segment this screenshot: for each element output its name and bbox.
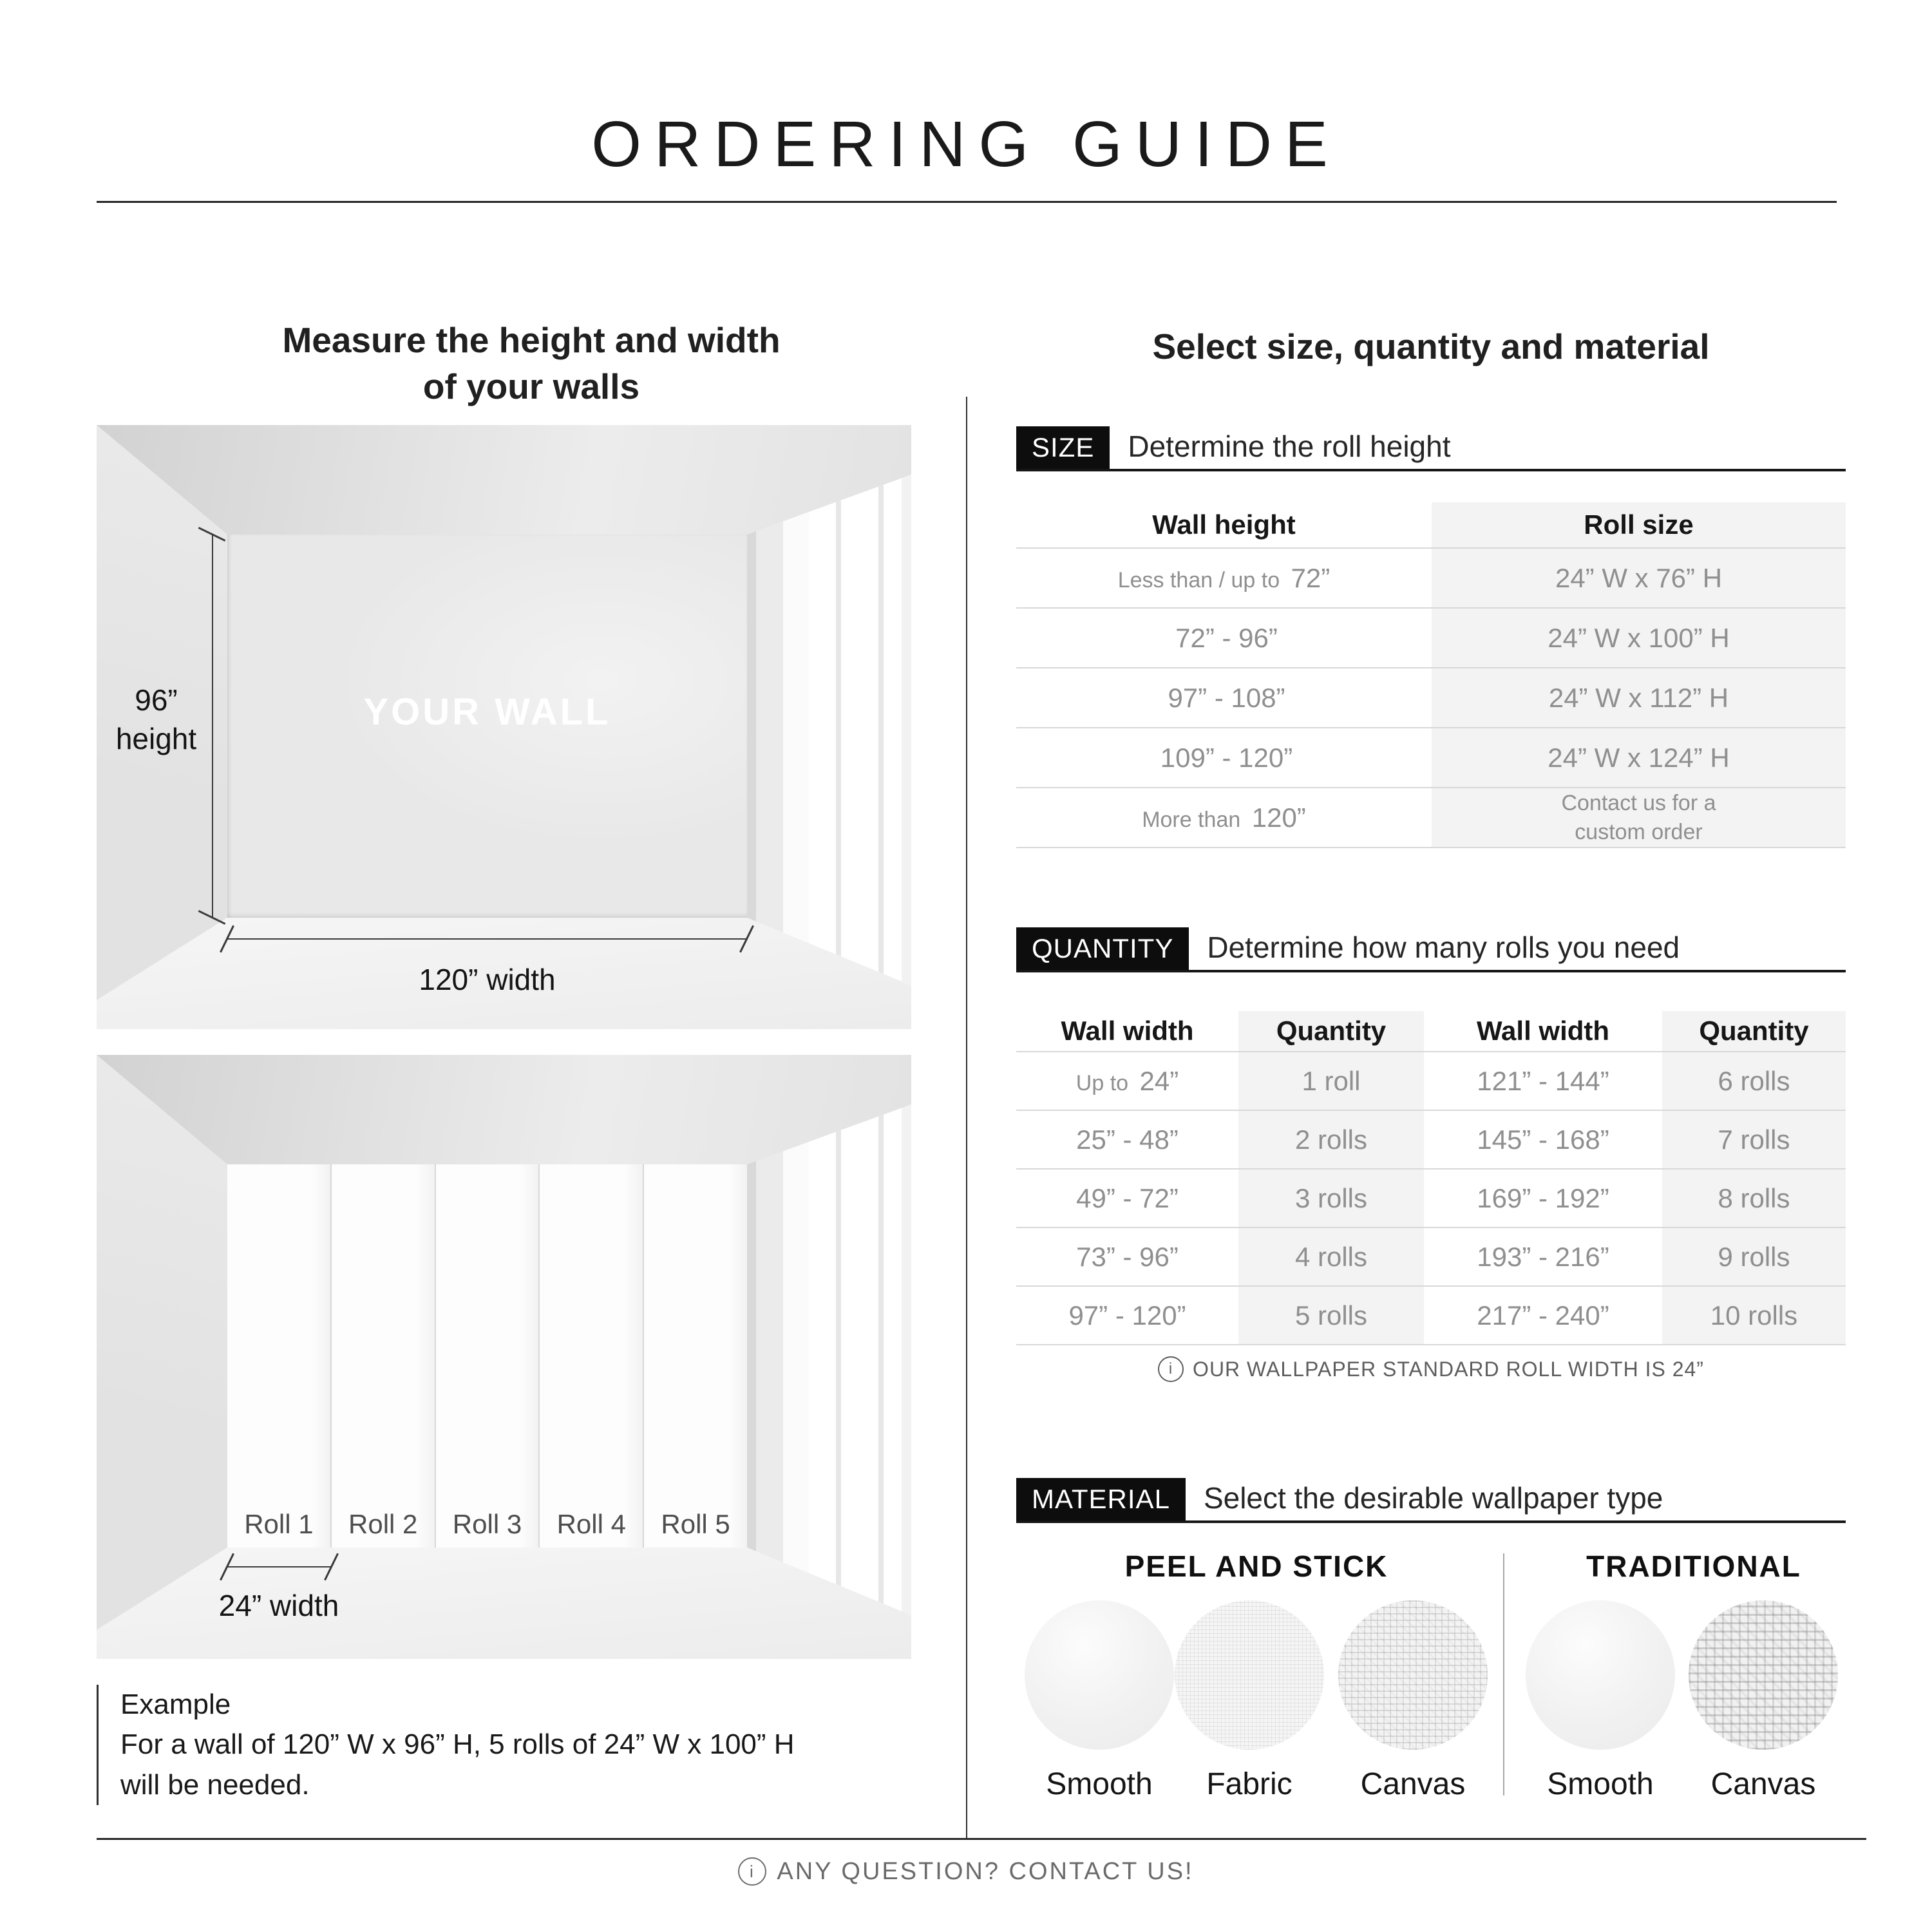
table-cell-wall-height: 109” - 120” — [1016, 728, 1432, 788]
swatch-label: Fabric — [1206, 1767, 1293, 1801]
your-wall-label: YOUR WALL — [363, 691, 611, 733]
table-cell-wall-width: 121” - 144” — [1424, 1052, 1662, 1111]
wallpaper-roll-panels — [227, 1164, 747, 1548]
note-text: OUR WALLPAPER STANDARD ROLL WIDTH IS 24” — [1193, 1357, 1704, 1381]
page-title: ORDERING GUIDE — [591, 108, 1341, 180]
quantity-col-header: Wall width — [1424, 1011, 1662, 1052]
wall-width-label: 120” width — [419, 963, 556, 996]
heading-line: Measure the height and width — [282, 319, 781, 360]
table-cell-quantity: 3 rolls — [1238, 1170, 1424, 1228]
swatch-label: Canvas — [1360, 1767, 1466, 1801]
roll-panel — [330, 1164, 435, 1548]
example-text-line: will be needed. — [120, 1768, 310, 1801]
quantity-section-header — [1016, 920, 1846, 972]
quantity-col-header: Quantity — [1238, 1011, 1424, 1052]
table-cell-wall-height: 72” - 96” — [1016, 609, 1432, 668]
table-cell-roll-size: 24” W x 100” H — [1432, 609, 1846, 668]
table-cell-quantity: 2 rolls — [1238, 1111, 1424, 1170]
roll-panel-label: Roll 3 — [452, 1509, 522, 1539]
material-group-divider — [1503, 1553, 1504, 1795]
table-cell-wall-width: 73” - 96” — [1016, 1228, 1238, 1287]
size-section-header — [1016, 419, 1846, 471]
fabric-texture-icon — [1175, 1600, 1324, 1750]
wall-height-label: 96” height — [115, 683, 197, 755]
footer — [0, 1857, 1932, 1886]
table-cell-roll-size: 24” W x 76” H — [1432, 549, 1846, 609]
roll-width-dimension-line — [227, 1566, 332, 1567]
table-cell-quantity: 10 rolls — [1662, 1287, 1846, 1345]
traditional-group-title: TRADITIONAL — [1586, 1549, 1801, 1583]
material-subtitle: Select the desirable wallpaper type — [1203, 1481, 1663, 1515]
swatch-label: Smooth — [1046, 1767, 1153, 1801]
swatch-label: Smooth — [1547, 1767, 1654, 1801]
canvas-texture-icon — [1689, 1600, 1838, 1750]
room-illustration-rolls — [97, 1055, 911, 1659]
select-size-heading: Select size, quantity and material — [1152, 326, 1710, 366]
quantity-col-header: Wall width — [1016, 1011, 1238, 1052]
info-icon: i — [738, 1857, 766, 1886]
table-cell-wall-width: 145” - 168” — [1424, 1111, 1662, 1170]
roll-panel — [227, 1164, 330, 1548]
table-cell-wall-height: More than 120” — [1016, 788, 1432, 848]
table-cell-wall-width: 25” - 48” — [1016, 1111, 1238, 1170]
roll-panel-label: Roll 4 — [556, 1509, 626, 1539]
table-cell-wall-width: 193” - 216” — [1424, 1228, 1662, 1287]
footer-text: ANY QUESTION? CONTACT US! — [777, 1857, 1194, 1885]
heading-line: of your walls — [422, 366, 640, 407]
title-divider — [97, 201, 1837, 203]
roll-width-note — [1016, 1356, 1846, 1382]
size-col-header: Wall height — [1016, 502, 1432, 549]
material-section-header — [1016, 1470, 1846, 1523]
quantity-subtitle: Determine how many rolls you need — [1207, 931, 1680, 964]
material-swatch-canvas-traditional — [1686, 1600, 1841, 1802]
table-cell-wall-height: Less than / up to 72” — [1016, 549, 1432, 609]
quantity-badge: QUANTITY — [1016, 927, 1189, 970]
material-swatch-smooth-traditional — [1523, 1600, 1678, 1802]
roll-panel — [435, 1164, 539, 1548]
table-cell-quantity: 6 rolls — [1662, 1052, 1846, 1111]
roll-panel — [643, 1164, 747, 1548]
roll-panel-label: Roll 2 — [348, 1509, 418, 1539]
material-swatch-smooth — [1022, 1600, 1177, 1802]
table-cell-custom-order: Contact us for a custom order — [1432, 788, 1846, 848]
quantity-table — [1016, 1011, 1846, 1345]
table-cell-wall-width: 169” - 192” — [1424, 1170, 1662, 1228]
table-cell-quantity: 5 rolls — [1238, 1287, 1424, 1345]
swatch-label: Canvas — [1710, 1767, 1816, 1801]
table-cell-wall-width: Up to 24” — [1016, 1052, 1238, 1111]
room-illustration-measure — [97, 425, 911, 1029]
table-cell-wall-height: 97” - 108” — [1016, 668, 1432, 728]
measure-walls-heading — [97, 317, 966, 410]
table-cell-roll-size: 24” W x 112” H — [1432, 668, 1846, 728]
material-swatch-canvas — [1336, 1600, 1490, 1802]
smooth-texture-icon — [1526, 1600, 1675, 1750]
roll-panel — [538, 1164, 643, 1548]
example-title: Example — [120, 1689, 231, 1720]
table-cell-quantity: 7 rolls — [1662, 1111, 1846, 1170]
size-col-header: Roll size — [1432, 502, 1846, 549]
table-cell-wall-width: 97” - 120” — [1016, 1287, 1238, 1345]
table-cell-wall-width: 217” - 240” — [1424, 1287, 1662, 1345]
quantity-col-header: Quantity — [1662, 1011, 1846, 1052]
width-dimension-line — [227, 938, 747, 940]
roll-panel-label: Roll 5 — [661, 1509, 730, 1539]
smooth-texture-icon — [1025, 1600, 1174, 1750]
example-text-line: For a wall of 120” W x 96” H, 5 rolls of 24” W x 100” H — [120, 1728, 795, 1761]
table-cell-wall-width: 49” - 72” — [1016, 1170, 1238, 1228]
footer-divider — [97, 1838, 1866, 1840]
roll-panel-label: Roll 1 — [244, 1509, 314, 1539]
size-subtitle: Determine the roll height — [1128, 430, 1451, 463]
canvas-texture-icon — [1338, 1600, 1488, 1750]
size-badge: SIZE — [1016, 426, 1110, 469]
column-divider — [966, 397, 967, 1839]
roll-width-label: 24” width — [218, 1589, 339, 1622]
table-cell-roll-size: 24” W x 124” H — [1432, 728, 1846, 788]
material-swatch-fabric — [1172, 1600, 1327, 1802]
info-icon: i — [1158, 1356, 1184, 1382]
table-cell-quantity: 9 rolls — [1662, 1228, 1846, 1287]
table-cell-quantity: 8 rolls — [1662, 1170, 1846, 1228]
material-badge: MATERIAL — [1016, 1478, 1186, 1520]
peel-and-stick-group-title: PEEL AND STICK — [1124, 1549, 1388, 1583]
table-cell-quantity: 4 rolls — [1238, 1228, 1424, 1287]
size-table — [1016, 502, 1846, 848]
table-cell-quantity: 1 roll — [1238, 1052, 1424, 1111]
example-block — [97, 1685, 795, 1805]
